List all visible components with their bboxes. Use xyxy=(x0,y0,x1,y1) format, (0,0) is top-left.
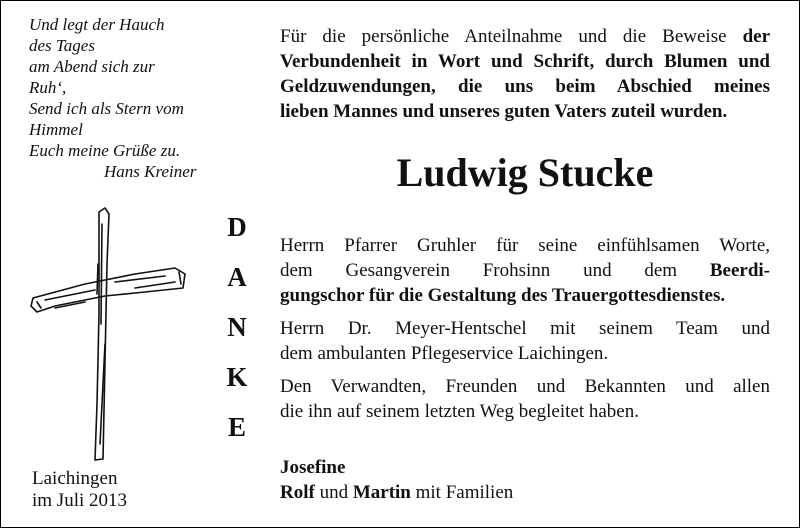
signature-name: Martin xyxy=(352,482,411,503)
poem-line: Und legt der Hauch xyxy=(29,15,165,34)
intro-bold-part: der xyxy=(742,26,770,47)
wooden-cross-icon xyxy=(25,204,195,464)
deceased-name: Ludwig Stucke xyxy=(396,150,654,195)
danke-letter: D xyxy=(227,212,247,242)
poem xyxy=(29,14,229,182)
poem-line: Euch meine Grüße zu. xyxy=(29,141,181,160)
thanks-bold-part: Beerdi- xyxy=(709,260,770,281)
thanks-line: die ihn auf seinem letzten Weg begleitet haben. xyxy=(280,401,639,422)
signature-text: und xyxy=(314,482,353,503)
signature-name: Josefine xyxy=(280,457,346,478)
thanks-line: Herrn Dr. Meyer-Hentschel mit seinem Team und xyxy=(280,318,770,339)
intro-line: Geldzuwendungen, die uns beim Abschied meines xyxy=(280,76,770,97)
danke-letter: A xyxy=(227,262,247,292)
danke-vertical xyxy=(219,209,255,459)
thanks-line: Den Verwandten, Freunden und Bekannten und allen xyxy=(280,376,770,397)
thanks-line: gungschor für die Gestaltung des Trauergottesdienstes. xyxy=(280,285,726,306)
thanks-line: dem ambulanten Pflegeservice Laichingen. xyxy=(280,343,609,364)
signature-text: mit Familien xyxy=(410,482,514,503)
thanks-text-part: dem Gesangverein Frohsinn und dem xyxy=(280,260,710,281)
intro-text xyxy=(280,24,770,124)
poem-author: Hans Kreiner xyxy=(104,162,197,181)
signature-name: Rolf xyxy=(280,482,315,503)
poem-line: Ruh‘, xyxy=(29,78,67,97)
intro-text-part: Für die persönliche Anteilnahme und die Beweise xyxy=(280,26,743,47)
place-date-text: im Juli 2013 xyxy=(32,490,128,511)
place-city: Laichingen xyxy=(32,468,118,489)
intro-line xyxy=(280,24,770,49)
signature xyxy=(280,455,513,505)
thanks-line: Herrn Pfarrer Gruhler für seine einfühlsamen Worte, xyxy=(280,235,770,256)
danke-letter: K xyxy=(226,362,248,392)
intro-line: Verbundenheit in Wort und Schrift, durch Blumen und xyxy=(280,51,770,72)
poem-line: des Tages xyxy=(29,36,95,55)
danke-letter: N xyxy=(227,312,247,342)
poem-line: am Abend sich zur xyxy=(29,57,155,76)
thanks-line xyxy=(280,258,770,283)
danke-letter: E xyxy=(227,412,246,442)
place-date xyxy=(32,468,127,512)
thanks-text xyxy=(280,233,770,424)
intro-line: lieben Mannes und unseres guten Vaters zuteil wurden. xyxy=(280,101,728,122)
poem-line: Send ich als Stern vom xyxy=(29,99,184,118)
poem-line: Himmel xyxy=(29,120,83,139)
